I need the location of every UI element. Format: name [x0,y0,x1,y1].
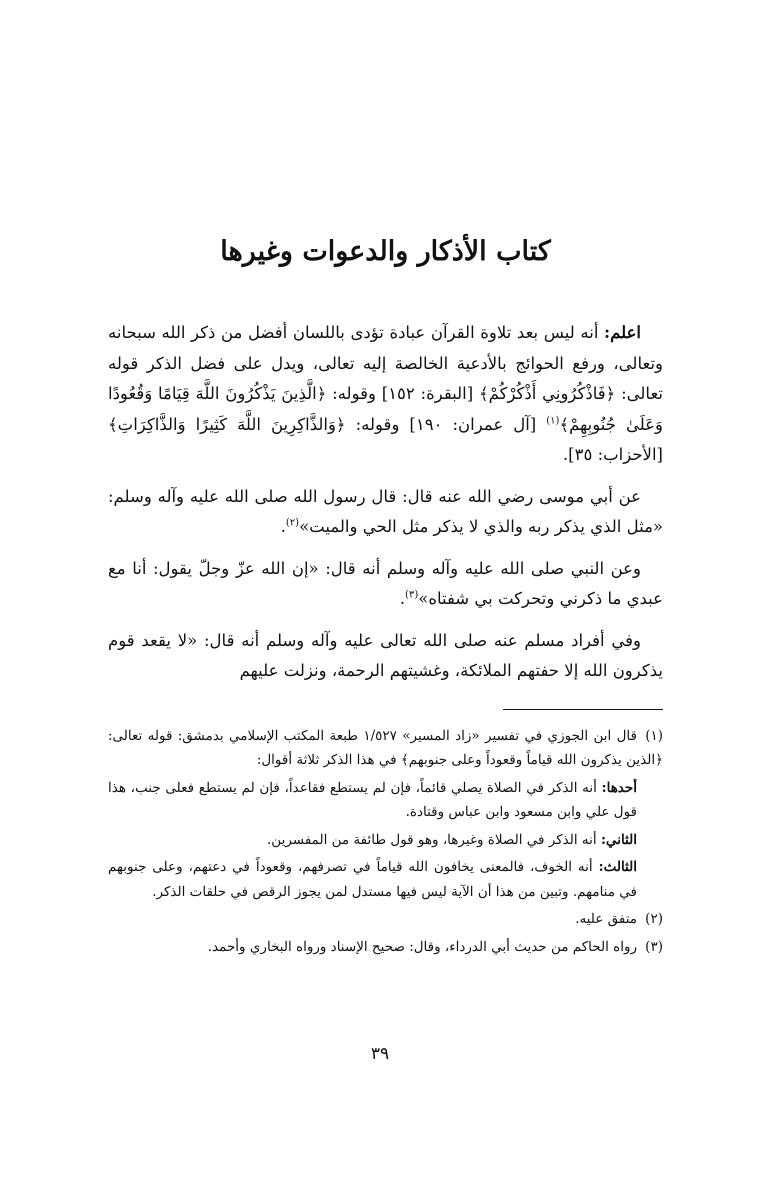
footnote-divider [503,709,663,710]
hadith-1-text: عن أبي موسى رضي الله عنه قال: قال رسول الله صلى الله عليه وآله وسلم: «مثل الذي يذكر ربه والذي لا يذكر مثل الحي والميت» [108,486,663,536]
hadith-paragraph-1 [108,482,663,543]
hadith-paragraph-3 [108,626,663,687]
hadith-paragraph-2 [108,554,663,615]
footnote-1-number: (١) [645,727,664,744]
intro-text: أنه ليس بعد تلاوة القرآن عبادة تؤدى باللسان أفضل من ذكر الله سبحانه وتعالى، ورفع الحوائج بالأدعية الخالصة إليه تعالى، ويدل على فضل الذكر قوله تعالى: ﴿فَاذْكُرُونِي أَذْكُرْكُمْ﴾ [البقرة: ١٥٢] وقوله: ﴿الَّذِينَ يَذْكُرُونَ اللَّهَ قِيَامًا وَقُعُودًا وَعَلَىٰ جُنُوبِهِمْ﴾ [108,323,663,434]
footnote-3-text: رواه الحاكم من حديث أبي الدرداء، وقال: صحيح الإسناد ورواه البخاري وأحمد. [207,938,637,955]
hadith-1-tail: . [280,517,286,536]
footnote-1-first-view [108,776,637,825]
page-body [108,232,663,962]
chapter-title: كتاب الأذكار والدعوات وغيرها [220,236,551,267]
intro-tail: [آل عمران: ١٩٠] وقوله: ﴿وَالذَّاكِرِينَ اللَّهَ كَثِيرًا وَالذَّاكِرَاتِ﴾ [الأحزاب: ٣٥]. [108,414,663,464]
footnote-1-second-lead: الثاني: [600,831,637,848]
footnote-1-first-lead: أحدها: [601,779,637,796]
footnote-1-second-text: أنه الذكر في الصلاة وغيرها، وهو قول طائفة من المفسرين. [267,831,601,848]
footnote-ref-3: (٣) [405,589,419,601]
footnote-2-text: متفق عليه. [575,911,637,927]
footnote-1-third-text: أنه الخوف، فالمعنى يخافون الله قياماً في تصرفهم، وقعوداً في دعتهم، وعلى جنوبهم في منامهم. وتبين من هذا أن الآية ليس فيها مستدل لمن يجوز الرقص في حلقات الذكر. [108,859,637,900]
footnote-1-third-view [108,855,637,904]
footnote-2 [108,907,663,932]
footnote-1-second-view [108,828,637,853]
footnote-3 [108,935,663,960]
footnote-1-third-lead: الثالث: [598,859,637,875]
footnote-3-number: (٣) [645,938,663,955]
footnote-ref-2: (٢) [285,517,300,529]
hadith-2-tail: . [399,589,406,608]
footnote-2-number: (٢) [645,911,663,927]
footnote-1-first-text: أنه الذكر في الصلاة يصلي قائماً، فإن لم يستطع فقاعداً، فإن لم يستطع فعلى جنب، هذا قول علي وابن مسعود وابن عباس وقتادة. [108,779,637,820]
hadith-3-text: وفي أفراد مسلم عنه صلى الله تعالى عليه وآله وسلم أنه قال: «لا يقعد قوم يذكرون الله إلا حفتهم الملائكة، وغشيتهم الرحمة، ونزلت عليهم [108,630,663,680]
intro-lead: اعلم: [604,323,641,342]
footnote-1-text: قال ابن الجوزي في تفسير «زاد المسير» ١/٥٢٧ طبعة المكتب الإسلامي بدمشق: قوله تعالى: ﴿الذين يذكرون الله قياماً وقعوداً وعلى جنوبهم﴾ في هذا الذكر ثلاثة أقوال: [108,727,663,768]
page-number: ٣٩ [370,1044,390,1064]
intro-paragraph [108,318,663,471]
footnote-ref-1: (١) [546,415,560,426]
hadith-2-text: وعن النبي صلى الله عليه وآله وسلم أنه قال: «إن الله عزّ وجلّ يقول: أنا مع عبدي ما ذكرني وتحركت بي شفتاه» [108,558,663,608]
footnote-1 [108,724,663,773]
